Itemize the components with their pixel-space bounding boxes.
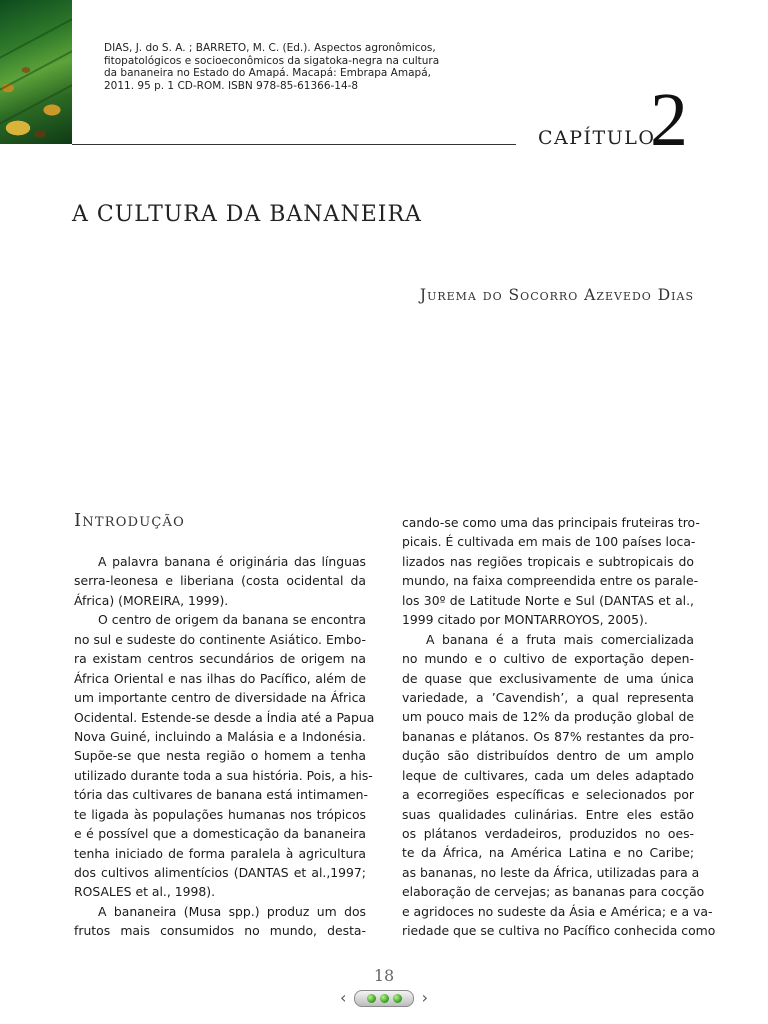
text-line: lizados nas regiões tropicais e subtropicais do [402,553,694,569]
text-line: A palavra banana é originária das línguas [98,554,366,569]
text-line: suas qualidades culinárias. Entre eles estão [402,806,694,822]
text-line: um importante centro de diversidade na África [74,690,366,706]
text-line: riedade que se cultiva no Pacífico conhecida como [402,923,716,939]
chevron-left-icon[interactable]: ‹ [340,988,347,1007]
text-line: no sul e sudeste do continente Asiático. Embo- [74,631,366,647]
text-line: e é possível que a domesticação da bananeira [74,826,366,842]
text-line: serra-leonesa e liberiana (costa ocidental da [74,573,366,589]
text-line: Supõe-se que nesta região o homem a tenha [74,748,366,764]
dot-icon [393,994,402,1003]
section-heading: Introdução [74,510,185,531]
text-line: no mundo e o cultivo de exportação depen- [402,651,694,667]
text-line: 1999 citado por MONTARROYOS, 2005). [402,612,648,628]
banana-leaf-image [0,0,72,144]
citation-block [104,42,504,92]
citation-line: 2011. 95 p. 1 CD-ROM. ISBN 978-85-61366-14-8 [104,79,359,92]
text-line: Nova Guiné, incluindo a Malásia e a Indonésia. [74,728,366,744]
text-line: África) (MOREIRA, 1999). [74,592,229,608]
body-column-left [74,552,375,941]
text-line: bananas e plátanos. Os 87% restantes da pro- [402,728,694,744]
page-number: 18 [373,966,395,985]
text-line: Ocidental. Estende-se desde a Índia até a Papua [74,709,375,725]
text-line: dução são distribuídos dentro de um amplo [402,748,694,764]
text-line: los 30º de Latitude Norte e Sul (DANTAS et al., [402,592,694,608]
text-line: te ligada às populações humanas nos trópicos [74,806,366,822]
text-line: ra existam centros secundários de origem na [74,651,366,667]
citation-line: DIAS, J. do S. A. ; BARRETO, M. C. (Ed.). Aspectos agronômicos, [104,42,436,54]
text-line: leque de cultivares, cada um deles adaptado [402,767,694,783]
text-line: os plátanos verdadeiros, produzidos no oes- [402,826,694,841]
chapter-label: CAPÍTULO [538,127,656,149]
text-line: tenha iniciado de forma paralela à agricultura [74,845,366,861]
text-line: um pouco mais de 12% da produção global de [402,709,694,725]
chapter-rule [72,144,516,145]
text-line: de quase que exclusivamente de uma única [402,670,694,686]
text-line: variedade, a ’Cavendish’, a qual representa [402,689,694,705]
page-navigation [338,987,430,1009]
text-line: utilizado durante toda a sua história. Pois, a his- [74,767,373,783]
text-line: elaboração de cervejas; as bananas para cocção [402,884,705,900]
text-line: cando-se como uma das principais fruteiras tro- [402,515,700,530]
text-line: frutos mais consumidos no mundo, desta- [74,923,366,939]
page-nav-pill[interactable] [354,990,414,1007]
text-line: a ecorregiões específicas e selecionados por [402,787,694,803]
text-line: África Oriental e nas ilhas do Pacífico, além de [74,670,366,686]
text-line: as bananas, no leste da África, utilizadas para a [402,864,700,880]
citation-line: da bananeira no Estado do Amapá. Macapá: Embrapa Amapá, [104,67,431,79]
text-line: te da África, na América Latina e no Caribe; [402,845,694,861]
text-line: O centro de origem da banana se encontra [98,612,366,628]
text-line: dos cultivos alimentícios (DANTAS et al.,1997; [74,865,366,880]
chevron-right-icon[interactable]: › [421,988,428,1007]
text-line: ROSALES et al., 1998). [74,884,216,900]
text-line: e agridoces no sudeste da Ásia e América; e a va- [402,903,713,919]
body-column-right [402,513,716,941]
dot-icon [380,994,389,1003]
author-name: Jurema do Socorro Azevedo Dias [419,286,694,304]
text-line: mundo, na faixa compreendida entre os parale- [402,573,699,589]
dot-icon [367,994,376,1003]
text-line: tória das cultivares de banana está intimamen- [74,787,368,803]
citation-line: fitopatológicos e socioeconômicos da sigatoka-negra na cultura [104,54,440,67]
chapter-title: A CULTURA DA BANANEIRA [72,202,422,227]
text-line: picais. É cultivada em mais de 100 países loca- [402,534,696,550]
text-line: A bananeira (Musa spp.) produz um dos [98,903,366,919]
chapter-number: 2 [650,78,688,162]
text-line: A banana é a fruta mais comercializada [426,631,694,647]
